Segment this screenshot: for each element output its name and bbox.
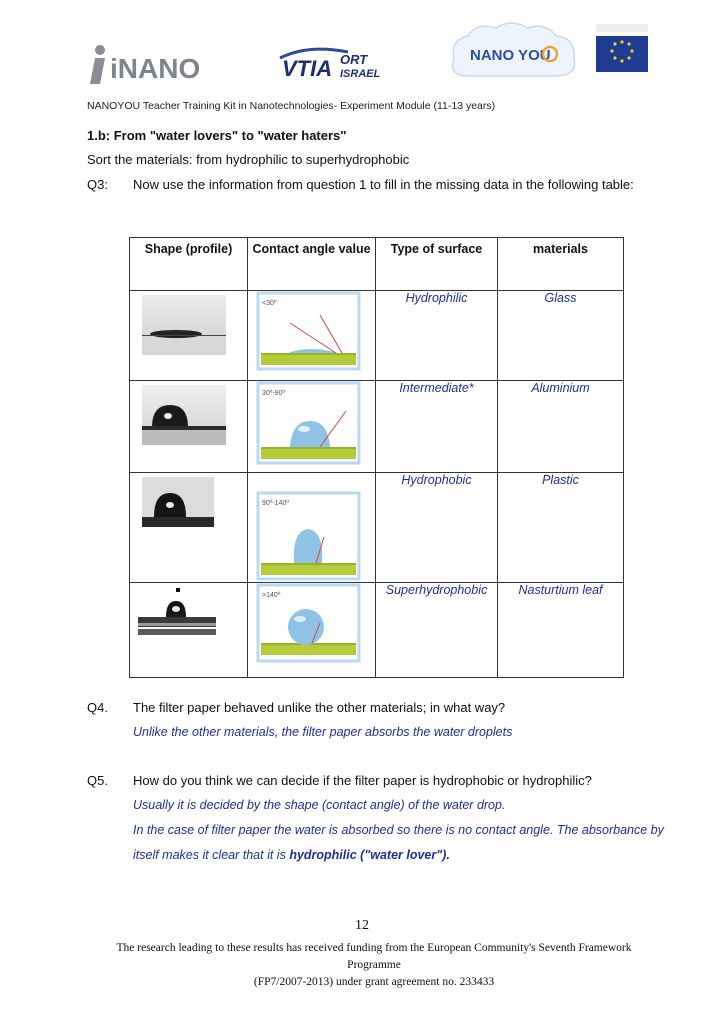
q5-answer-line3	[133, 848, 450, 862]
angle-diagram-cell	[248, 473, 376, 583]
material-cell: Plastic	[498, 473, 624, 583]
ort-logo-top: ORT	[340, 52, 368, 67]
material-cell: Aluminium	[498, 381, 624, 473]
table-row	[130, 381, 624, 473]
angle-label: >140º	[262, 592, 281, 599]
shape-photo-cell	[130, 583, 248, 678]
table-header-row	[130, 238, 624, 291]
q5-answer-line1: Usually it is decided by the shape (contact angle) of the water drop.	[133, 798, 506, 812]
q3-text: Now use the information from question 1 to fill in the missing data in the following table:	[133, 177, 634, 192]
q5-label: Q5.	[87, 773, 108, 788]
contact-angle-table	[129, 237, 624, 678]
table-row	[130, 583, 624, 678]
q5-answer-bold: hydrophilic ("water lover").	[289, 848, 450, 862]
material-cell: Nasturtium leaf	[498, 583, 624, 678]
q5-question: How do you think we can decide if the filter paper is hydrophobic or hydrophilic?	[133, 773, 592, 788]
q4-answer: Unlike the other materials, the filter paper absorbs the water droplets	[133, 725, 513, 739]
shape-photo-cell	[130, 473, 248, 583]
table-row	[130, 291, 624, 381]
angle-diagram-cell	[248, 291, 376, 381]
drop-photo-intermediate	[130, 383, 247, 449]
angle-label: 90º-140º	[262, 500, 289, 507]
angle-diagram-hydrophobic	[248, 491, 375, 581]
surface-type-cell: Hydrophobic	[376, 473, 498, 583]
inano-logo	[88, 40, 206, 86]
angle-diagram-hydrophilic	[248, 291, 375, 371]
header-materials: materials	[498, 238, 624, 291]
footer-line1: The research leading to these results has received funding from the European Community's Seventh Framework Programme	[116, 942, 632, 971]
section-title: 1.b: From "water lovers" to "water haters"	[87, 128, 347, 143]
header-surface-type: Type of surface	[376, 238, 498, 291]
ort-israel-logo	[278, 40, 388, 86]
q4-question: The filter paper behaved unlike the other materials; in what way?	[133, 700, 506, 715]
ort-logo-bottom: ISRAEL	[340, 68, 381, 80]
header-subtitle: NANOYOU Teacher Training Kit in Nanotechnologies- Experiment Module (11-13 years)	[87, 100, 496, 112]
nanoyou-logo-text: NANO YOU	[470, 47, 551, 64]
table-row	[130, 473, 624, 583]
inano-logo-text: iNANO	[110, 53, 201, 84]
angle-diagram-cell	[248, 583, 376, 678]
drop-photo-superhydrophobic	[130, 583, 247, 663]
material-cell: Glass	[498, 291, 624, 381]
footer	[90, 940, 658, 991]
page-number: 12	[355, 918, 369, 933]
drop-photo-hydrophobic	[130, 475, 247, 531]
surface-type-cell: Intermediate*	[376, 381, 498, 473]
nanoyou-logo	[446, 18, 656, 84]
header-contact-angle: Contact angle value	[248, 238, 376, 291]
q5-answer-prefix: itself makes it clear that it is	[133, 848, 290, 862]
footer-line2: (FP7/2007-2013) under grant agreement no. 233433	[253, 976, 495, 988]
surface-type-cell: Superhydrophobic	[376, 583, 498, 678]
angle-label: 30º-90º	[262, 390, 286, 397]
surface-type-cell: Hydrophilic	[376, 291, 498, 381]
drop-photo-hydrophilic	[130, 293, 247, 359]
section-instruction: Sort the materials: from hydrophilic to superhydrophobic	[87, 152, 410, 167]
shape-photo-cell	[130, 381, 248, 473]
header-shape: Shape (profile)	[130, 238, 248, 291]
q5-answer-line2: In the case of filter paper the water is absorbed so there is no contact angle. The absorbance by	[133, 823, 664, 837]
shape-photo-cell	[130, 291, 248, 381]
q3-label: Q3:	[87, 177, 108, 192]
q4-label: Q4.	[87, 700, 108, 715]
angle-diagram-intermediate	[248, 381, 375, 465]
ort-logo-mark: VTIA	[282, 56, 333, 81]
angle-diagram-cell	[248, 381, 376, 473]
angle-diagram-superhydrophobic	[248, 583, 375, 663]
angle-label: <30º	[262, 300, 277, 307]
